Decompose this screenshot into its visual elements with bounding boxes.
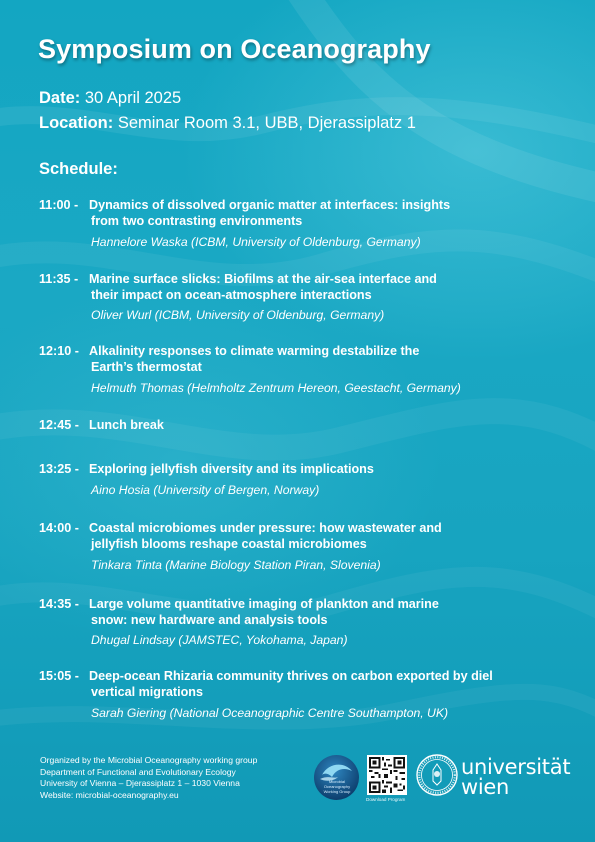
working-group-logo-text: Microbial Oceanography Working Group	[323, 779, 351, 794]
location-value: Seminar Room 3.1, UBB, Djerassiplatz 1	[117, 114, 416, 132]
talk-title-continued: their impact on ocean-atmosphere interactions	[91, 288, 372, 302]
location-line	[39, 114, 416, 133]
talk-title-continued: snow: new hardware and analysis tools	[91, 613, 328, 627]
talk-time: 12:10 -	[39, 344, 79, 358]
talk-speaker: Hannelore Waska (ICBM, University of Oldenburg, Germany)	[91, 235, 421, 249]
location-label: Location:	[39, 114, 114, 132]
talk-title-continued: from two contrasting environments	[91, 214, 303, 228]
talk-title: Exploring jellyfish diversity and its implications	[89, 462, 374, 476]
talk-title: Large volume quantitative imaging of plankton and marine	[89, 597, 439, 611]
qr-code[interactable]	[367, 755, 407, 795]
talk-title: Deep-ocean Rhizaria community thrives on carbon exported by diel	[89, 669, 493, 683]
department-line: Department of Functional and Evolutionary Ecology	[40, 767, 236, 777]
page-title: Symposium on Oceanography	[38, 34, 431, 64]
schedule-heading: Schedule:	[39, 160, 118, 178]
talk-time: 14:00 -	[39, 521, 79, 535]
website-link[interactable]: Website: microbial-oceanography.eu	[40, 790, 179, 800]
talk-speaker: Tinkara Tinta (Marine Biology Station Piran, Slovenia)	[91, 558, 381, 572]
talk-speaker: Oliver Wurl (ICBM, University of Oldenburg, Germany)	[91, 308, 385, 322]
talk-title-continued: jellyfish blooms reshape coastal microbiomes	[91, 537, 367, 551]
date-label: Date:	[39, 89, 81, 107]
talk-speaker: Sarah Giering (National Oceanographic Centre Southampton, UK)	[91, 706, 449, 720]
university-wordmark-line-2: wien	[461, 775, 510, 799]
talk-title: Coastal microbiomes under pressure: how wastewater and	[89, 521, 442, 535]
lunch-break: Lunch break	[89, 418, 164, 432]
talk-time: 15:05 -	[39, 669, 79, 683]
talk-time: 14:35 -	[39, 597, 79, 611]
university-seal-icon	[416, 754, 458, 796]
date-line	[39, 89, 181, 108]
talk-time: 13:25 -	[39, 462, 79, 476]
university-wordmark-line-1: universität	[461, 755, 571, 779]
talk-time: 12:45 -	[39, 418, 79, 432]
date-value: 30 April 2025	[84, 89, 182, 107]
talk-time: 11:35 -	[39, 272, 79, 286]
talk-title-continued: vertical migrations	[91, 685, 203, 699]
address-line: University of Vienna – Djerassiplatz 1 – 1030 Vienna	[40, 778, 240, 788]
qr-code-icon	[367, 755, 407, 795]
talk-time: 11:00 -	[39, 198, 79, 212]
talk-speaker: Aino Hosia (University of Bergen, Norway)	[91, 483, 320, 497]
talk-speaker: Helmuth Thomas (Helmholtz Zentrum Hereon, Geestacht, Germany)	[91, 381, 461, 395]
talk-title-continued: Earth’s thermostat	[91, 360, 202, 374]
talk-title: Dynamics of dissolved organic matter at interfaces: insights	[89, 198, 451, 212]
talk-title: Alkalinity responses to climate warming destabilize the	[89, 344, 420, 358]
qr-caption: Download Program	[366, 797, 406, 802]
talk-speaker: Dhugal Lindsay (JAMSTEC, Yokohama, Japan)	[91, 633, 348, 647]
talk-title: Marine surface slicks: Biofilms at the air-sea interface and	[89, 272, 437, 286]
university-wordmark	[461, 757, 570, 797]
organizer-line: Organized by the Microbial Oceanography working group	[40, 755, 258, 765]
